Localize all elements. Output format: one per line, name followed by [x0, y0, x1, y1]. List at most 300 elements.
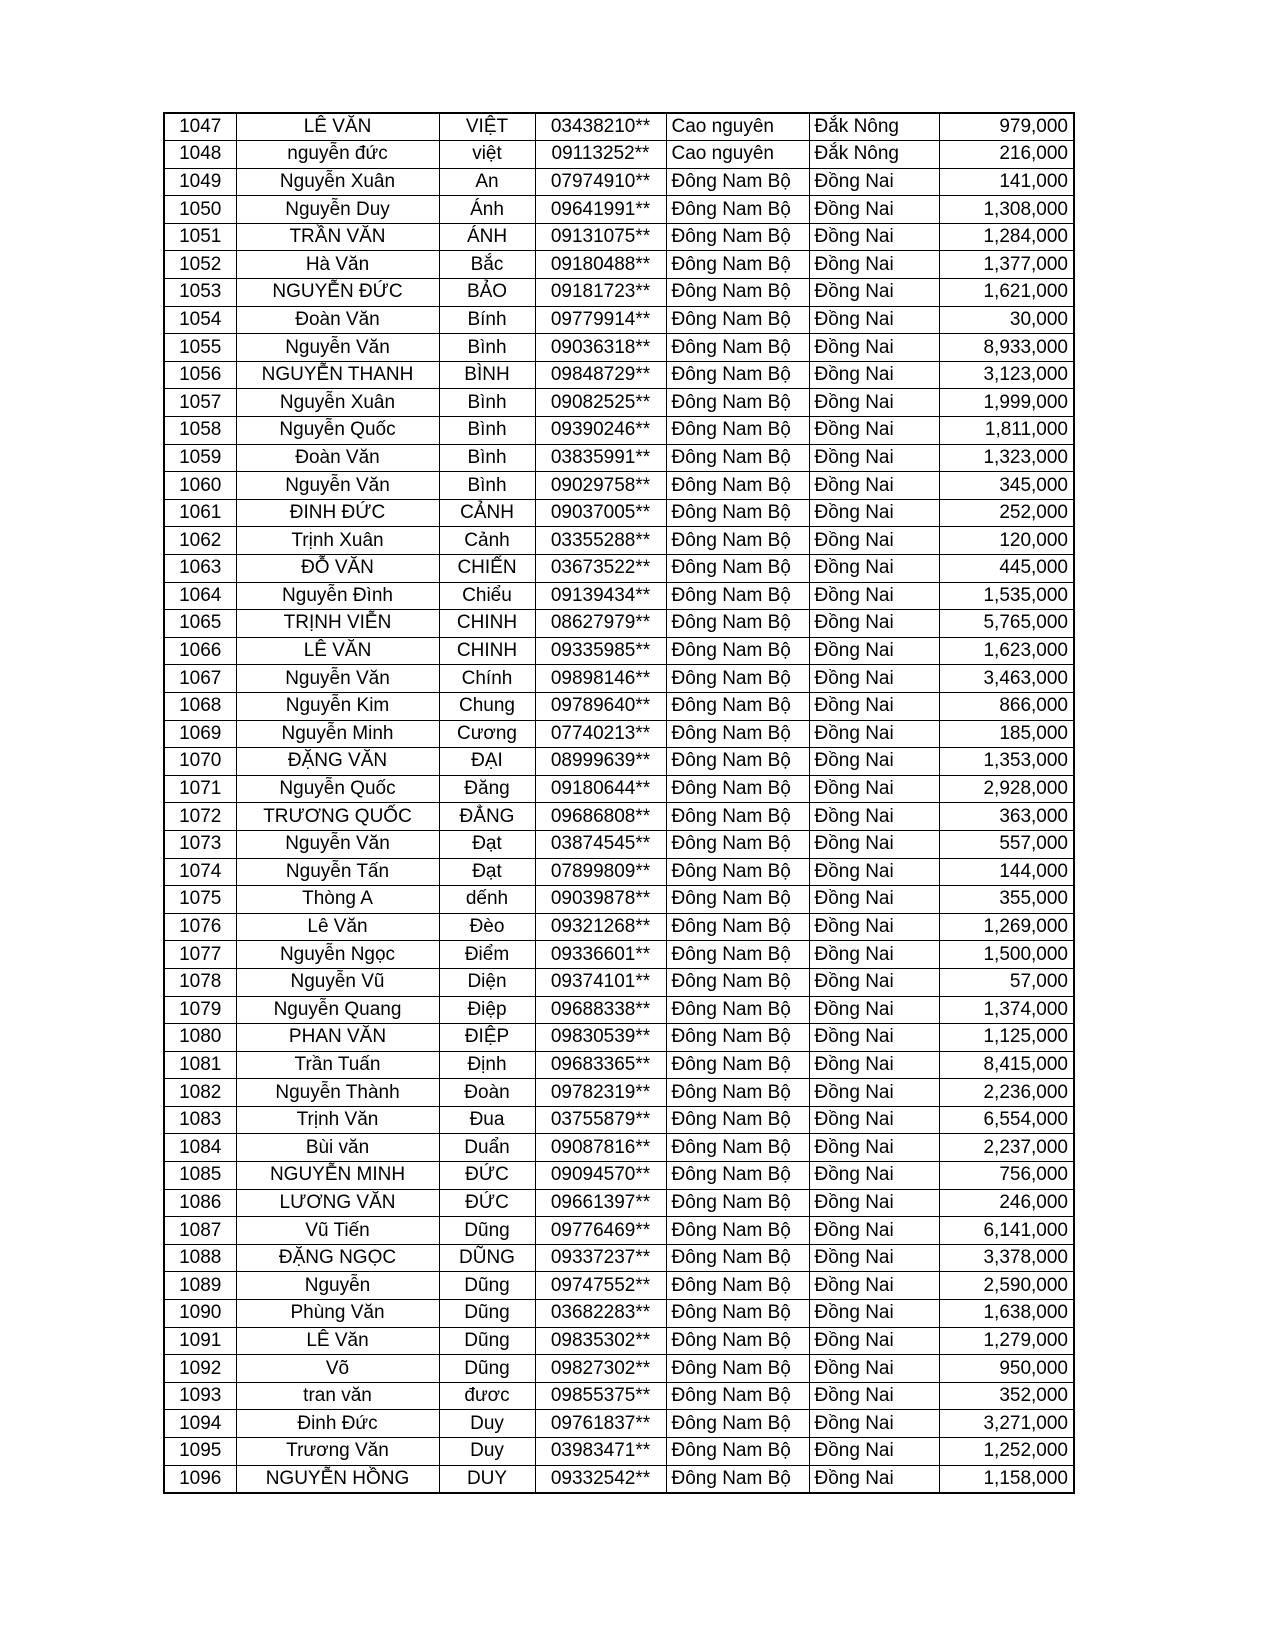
surname-cell: NGUYỄN HỒNG [236, 1465, 439, 1493]
row-number-cell: 1081 [164, 1051, 236, 1079]
region-cell: Đông Nam Bộ [666, 637, 809, 665]
region-cell: Đông Nam Bộ [666, 1244, 809, 1272]
surname-cell: Nguyễn Văn [236, 472, 439, 500]
province-cell: Đồng Nai [809, 223, 939, 251]
given-name-cell: CHIẾN [439, 555, 535, 583]
province-cell: Đồng Nai [809, 1217, 939, 1245]
province-cell: Đồng Nai [809, 1189, 939, 1217]
region-cell: Đông Nam Bộ [666, 444, 809, 472]
region-cell: Đông Nam Bộ [666, 361, 809, 389]
region-cell: Đông Nam Bộ [666, 1410, 809, 1438]
given-name-cell: Đạt [439, 858, 535, 886]
row-number-cell: 1057 [164, 389, 236, 417]
amount-cell: 1,308,000 [939, 196, 1074, 224]
amount-cell: 445,000 [939, 555, 1074, 583]
surname-cell: Trương Văn [236, 1438, 439, 1466]
province-cell: Đắk Nông [809, 113, 939, 141]
surname-cell: PHAN VĂN [236, 1024, 439, 1052]
phone-cell: 09332542** [535, 1465, 666, 1493]
phone-cell: 09761837** [535, 1410, 666, 1438]
province-cell: Đồng Nai [809, 913, 939, 941]
province-cell: Đồng Nai [809, 251, 939, 279]
amount-cell: 144,000 [939, 858, 1074, 886]
province-cell: Đồng Nai [809, 1051, 939, 1079]
amount-cell: 2,928,000 [939, 775, 1074, 803]
row-number-cell: 1047 [164, 113, 236, 141]
surname-cell: LÊ Văn [236, 1327, 439, 1355]
province-cell: Đồng Nai [809, 610, 939, 638]
table-row [164, 637, 1074, 665]
row-number-cell: 1052 [164, 251, 236, 279]
region-cell: Cao nguyên [666, 141, 809, 169]
amount-cell: 246,000 [939, 1189, 1074, 1217]
surname-cell: Đinh Đức [236, 1410, 439, 1438]
province-cell: Đồng Nai [809, 1162, 939, 1190]
row-number-cell: 1053 [164, 279, 236, 307]
surname-cell: LƯƠNG VĂN [236, 1189, 439, 1217]
province-cell: Đồng Nai [809, 168, 939, 196]
given-name-cell: đươc [439, 1382, 535, 1410]
phone-cell: 09337237** [535, 1244, 666, 1272]
row-number-cell: 1079 [164, 996, 236, 1024]
table-row [164, 417, 1074, 445]
phone-cell: 07740213** [535, 720, 666, 748]
amount-cell: 6,141,000 [939, 1217, 1074, 1245]
row-number-cell: 1048 [164, 141, 236, 169]
region-cell: Đông Nam Bộ [666, 472, 809, 500]
region-cell: Đông Nam Bộ [666, 1106, 809, 1134]
amount-cell: 1,638,000 [939, 1300, 1074, 1328]
given-name-cell: Định [439, 1051, 535, 1079]
province-cell: Đồng Nai [809, 1106, 939, 1134]
table-row [164, 748, 1074, 776]
table-row [164, 803, 1074, 831]
row-number-cell: 1072 [164, 803, 236, 831]
amount-cell: 950,000 [939, 1355, 1074, 1383]
phone-cell: 09747552** [535, 1272, 666, 1300]
amount-cell: 252,000 [939, 499, 1074, 527]
given-name-cell: ĐẠI [439, 748, 535, 776]
province-cell: Đồng Nai [809, 637, 939, 665]
row-number-cell: 1082 [164, 1079, 236, 1107]
table-row [164, 1465, 1074, 1493]
row-number-cell: 1087 [164, 1217, 236, 1245]
row-number-cell: 1096 [164, 1465, 236, 1493]
row-number-cell: 1073 [164, 830, 236, 858]
phone-cell: 09335985** [535, 637, 666, 665]
province-cell: Đồng Nai [809, 968, 939, 996]
region-cell: Đông Nam Bộ [666, 196, 809, 224]
province-cell: Đồng Nai [809, 1410, 939, 1438]
surname-cell: Nguyễn Minh [236, 720, 439, 748]
row-number-cell: 1091 [164, 1327, 236, 1355]
region-cell: Đông Nam Bộ [666, 555, 809, 583]
row-number-cell: 1083 [164, 1106, 236, 1134]
province-cell: Đồng Nai [809, 361, 939, 389]
province-cell: Đồng Nai [809, 1355, 939, 1383]
surname-cell: Trịnh Xuân [236, 527, 439, 555]
province-cell: Đồng Nai [809, 665, 939, 693]
table-row [164, 306, 1074, 334]
given-name-cell: ĐỨC [439, 1162, 535, 1190]
table-row [164, 692, 1074, 720]
surname-cell: Nguyễn Xuân [236, 168, 439, 196]
amount-cell: 1,811,000 [939, 417, 1074, 445]
region-cell: Đông Nam Bộ [666, 692, 809, 720]
province-cell: Đắk Nông [809, 141, 939, 169]
amount-cell: 8,933,000 [939, 334, 1074, 362]
region-cell: Đông Nam Bộ [666, 334, 809, 362]
amount-cell: 3,271,000 [939, 1410, 1074, 1438]
row-number-cell: 1076 [164, 913, 236, 941]
table-row [164, 1162, 1074, 1190]
region-cell: Đông Nam Bộ [666, 720, 809, 748]
amount-cell: 30,000 [939, 306, 1074, 334]
amount-cell: 866,000 [939, 692, 1074, 720]
table-row [164, 775, 1074, 803]
region-cell: Đông Nam Bộ [666, 941, 809, 969]
row-number-cell: 1055 [164, 334, 236, 362]
phone-cell: 09686808** [535, 803, 666, 831]
phone-cell: 09789640** [535, 692, 666, 720]
surname-cell: NGUYỄN ĐỨC [236, 279, 439, 307]
phone-cell: 09374101** [535, 968, 666, 996]
phone-cell: 09180488** [535, 251, 666, 279]
phone-cell: 09094570** [535, 1162, 666, 1190]
row-number-cell: 1050 [164, 196, 236, 224]
phone-cell: 09830539** [535, 1024, 666, 1052]
region-cell: Đông Nam Bộ [666, 1355, 809, 1383]
amount-cell: 8,415,000 [939, 1051, 1074, 1079]
surname-cell: TRƯƠNG QUỐC [236, 803, 439, 831]
phone-cell: 07974910** [535, 168, 666, 196]
row-number-cell: 1088 [164, 1244, 236, 1272]
table-body [164, 113, 1074, 1493]
surname-cell: Nguyễn Duy [236, 196, 439, 224]
given-name-cell: việt [439, 141, 535, 169]
given-name-cell: Đua [439, 1106, 535, 1134]
amount-cell: 2,237,000 [939, 1134, 1074, 1162]
province-cell: Đồng Nai [809, 1438, 939, 1466]
phone-cell: 03874545** [535, 830, 666, 858]
region-cell: Đông Nam Bộ [666, 1217, 809, 1245]
province-cell: Đồng Nai [809, 886, 939, 914]
table-row [164, 886, 1074, 914]
amount-cell: 363,000 [939, 803, 1074, 831]
region-cell: Đông Nam Bộ [666, 1051, 809, 1079]
province-cell: Đồng Nai [809, 444, 939, 472]
phone-cell: 09087816** [535, 1134, 666, 1162]
table-row [164, 582, 1074, 610]
row-number-cell: 1062 [164, 527, 236, 555]
row-number-cell: 1068 [164, 692, 236, 720]
province-cell: Đồng Nai [809, 996, 939, 1024]
given-name-cell: Đăng [439, 775, 535, 803]
table-row [164, 1272, 1074, 1300]
province-cell: Đồng Nai [809, 196, 939, 224]
phone-cell: 09776469** [535, 1217, 666, 1245]
row-number-cell: 1058 [164, 417, 236, 445]
amount-cell: 1,323,000 [939, 444, 1074, 472]
province-cell: Đồng Nai [809, 1382, 939, 1410]
region-cell: Đông Nam Bộ [666, 306, 809, 334]
province-cell: Đồng Nai [809, 279, 939, 307]
region-cell: Đông Nam Bộ [666, 803, 809, 831]
amount-cell: 185,000 [939, 720, 1074, 748]
region-cell: Đông Nam Bộ [666, 582, 809, 610]
region-cell: Đông Nam Bộ [666, 858, 809, 886]
surname-cell: Nguyễn Kim [236, 692, 439, 720]
surname-cell: Nguyễn Quốc [236, 417, 439, 445]
table-row [164, 389, 1074, 417]
phone-cell: 03835991** [535, 444, 666, 472]
row-number-cell: 1094 [164, 1410, 236, 1438]
phone-cell: 09641991** [535, 196, 666, 224]
amount-cell: 979,000 [939, 113, 1074, 141]
province-cell: Đồng Nai [809, 417, 939, 445]
surname-cell: Đoàn Văn [236, 306, 439, 334]
row-number-cell: 1049 [164, 168, 236, 196]
phone-cell: 03673522** [535, 555, 666, 583]
amount-cell: 1,353,000 [939, 748, 1074, 776]
region-cell: Đông Nam Bộ [666, 1327, 809, 1355]
province-cell: Đồng Nai [809, 1079, 939, 1107]
table-row [164, 830, 1074, 858]
amount-cell: 352,000 [939, 1382, 1074, 1410]
row-number-cell: 1080 [164, 1024, 236, 1052]
given-name-cell: Dũng [439, 1217, 535, 1245]
surname-cell: Thòng A [236, 886, 439, 914]
surname-cell: Nguyễn Ngọc [236, 941, 439, 969]
region-cell: Đông Nam Bộ [666, 886, 809, 914]
province-cell: Đồng Nai [809, 1327, 939, 1355]
surname-cell: Nguyễn Quang [236, 996, 439, 1024]
phone-cell: 09779914** [535, 306, 666, 334]
province-cell: Đồng Nai [809, 555, 939, 583]
region-cell: Đông Nam Bộ [666, 168, 809, 196]
phone-cell: 09029758** [535, 472, 666, 500]
row-number-cell: 1078 [164, 968, 236, 996]
table-row [164, 1024, 1074, 1052]
province-cell: Đồng Nai [809, 1300, 939, 1328]
amount-cell: 1,999,000 [939, 389, 1074, 417]
row-number-cell: 1069 [164, 720, 236, 748]
amount-cell: 2,590,000 [939, 1272, 1074, 1300]
given-name-cell: Bình [439, 472, 535, 500]
region-cell: Đông Nam Bộ [666, 913, 809, 941]
row-number-cell: 1067 [164, 665, 236, 693]
amount-cell: 557,000 [939, 830, 1074, 858]
surname-cell: ĐẶNG VĂN [236, 748, 439, 776]
table-row [164, 1244, 1074, 1272]
row-number-cell: 1077 [164, 941, 236, 969]
amount-cell: 1,374,000 [939, 996, 1074, 1024]
surname-cell: ĐẶNG NGỌC [236, 1244, 439, 1272]
province-cell: Đồng Nai [809, 1272, 939, 1300]
region-cell: Đông Nam Bộ [666, 665, 809, 693]
given-name-cell: An [439, 168, 535, 196]
surname-cell: NGUYỄN MINH [236, 1162, 439, 1190]
table-row [164, 720, 1074, 748]
region-cell: Đông Nam Bộ [666, 1024, 809, 1052]
phone-cell: 03682283** [535, 1300, 666, 1328]
table-row [164, 1355, 1074, 1383]
surname-cell: Trần Tuấn [236, 1051, 439, 1079]
phone-cell: 09037005** [535, 499, 666, 527]
phone-cell: 09827302** [535, 1355, 666, 1383]
surname-cell: ĐINH ĐỨC [236, 499, 439, 527]
given-name-cell: Chiểu [439, 582, 535, 610]
table-row [164, 1134, 1074, 1162]
table-row [164, 279, 1074, 307]
phone-cell: 03755879** [535, 1106, 666, 1134]
row-number-cell: 1086 [164, 1189, 236, 1217]
given-name-cell: Diện [439, 968, 535, 996]
table-row [164, 334, 1074, 362]
given-name-cell: Dũng [439, 1355, 535, 1383]
row-number-cell: 1061 [164, 499, 236, 527]
region-cell: Đông Nam Bộ [666, 389, 809, 417]
province-cell: Đồng Nai [809, 830, 939, 858]
region-cell: Đông Nam Bộ [666, 1272, 809, 1300]
given-name-cell: Dũng [439, 1300, 535, 1328]
surname-cell: Võ [236, 1355, 439, 1383]
region-cell: Đông Nam Bộ [666, 1382, 809, 1410]
row-number-cell: 1064 [164, 582, 236, 610]
table-row [164, 251, 1074, 279]
given-name-cell: BẢO [439, 279, 535, 307]
surname-cell: tran văn [236, 1382, 439, 1410]
surname-cell: Nguyễn [236, 1272, 439, 1300]
given-name-cell: Ánh [439, 196, 535, 224]
region-cell: Cao nguyên [666, 113, 809, 141]
amount-cell: 345,000 [939, 472, 1074, 500]
row-number-cell: 1063 [164, 555, 236, 583]
table-row [164, 1079, 1074, 1107]
phone-cell: 08999639** [535, 748, 666, 776]
given-name-cell: CHINH [439, 610, 535, 638]
row-number-cell: 1071 [164, 775, 236, 803]
amount-cell: 1,269,000 [939, 913, 1074, 941]
given-name-cell: Cảnh [439, 527, 535, 555]
surname-cell: Nguyễn Văn [236, 830, 439, 858]
surname-cell: Trịnh Văn [236, 1106, 439, 1134]
amount-cell: 1,158,000 [939, 1465, 1074, 1493]
table-row [164, 996, 1074, 1024]
amount-cell: 3,463,000 [939, 665, 1074, 693]
surname-cell: Nguyễn Đình [236, 582, 439, 610]
surname-cell: TRỊNH VIỄN [236, 610, 439, 638]
amount-cell: 120,000 [939, 527, 1074, 555]
given-name-cell: Chung [439, 692, 535, 720]
row-number-cell: 1066 [164, 637, 236, 665]
amount-cell: 141,000 [939, 168, 1074, 196]
row-number-cell: 1075 [164, 886, 236, 914]
province-cell: Đồng Nai [809, 334, 939, 362]
surname-cell: Phùng Văn [236, 1300, 439, 1328]
table-row [164, 499, 1074, 527]
given-name-cell: DUY [439, 1465, 535, 1493]
table-row [164, 141, 1074, 169]
phone-cell: 09855375** [535, 1382, 666, 1410]
given-name-cell: Điệp [439, 996, 535, 1024]
surname-cell: Vũ Tiến [236, 1217, 439, 1245]
province-cell: Đồng Nai [809, 1024, 939, 1052]
phone-cell: 09390246** [535, 417, 666, 445]
phone-cell: 07899809** [535, 858, 666, 886]
amount-cell: 5,765,000 [939, 610, 1074, 638]
given-name-cell: Bình [439, 417, 535, 445]
given-name-cell: DŨNG [439, 1244, 535, 1272]
phone-cell: 09321268** [535, 913, 666, 941]
amount-cell: 1,252,000 [939, 1438, 1074, 1466]
row-number-cell: 1084 [164, 1134, 236, 1162]
amount-cell: 1,125,000 [939, 1024, 1074, 1052]
phone-cell: 09113252** [535, 141, 666, 169]
given-name-cell: Đoàn [439, 1079, 535, 1107]
surname-cell: Nguyễn Quốc [236, 775, 439, 803]
province-cell: Đồng Nai [809, 941, 939, 969]
province-cell: Đồng Nai [809, 499, 939, 527]
province-cell: Đồng Nai [809, 858, 939, 886]
region-cell: Đông Nam Bộ [666, 279, 809, 307]
province-cell: Đồng Nai [809, 527, 939, 555]
region-cell: Đông Nam Bộ [666, 527, 809, 555]
region-cell: Đông Nam Bộ [666, 996, 809, 1024]
amount-cell: 3,378,000 [939, 1244, 1074, 1272]
given-name-cell: Bình [439, 334, 535, 362]
given-name-cell: Bắc [439, 251, 535, 279]
table-row [164, 527, 1074, 555]
region-cell: Đông Nam Bộ [666, 1189, 809, 1217]
amount-cell: 2,236,000 [939, 1079, 1074, 1107]
phone-cell: 09336601** [535, 941, 666, 969]
table-row [164, 1300, 1074, 1328]
province-cell: Đồng Nai [809, 692, 939, 720]
phone-cell: 09139434** [535, 582, 666, 610]
given-name-cell: dếnh [439, 886, 535, 914]
province-cell: Đồng Nai [809, 803, 939, 831]
row-number-cell: 1093 [164, 1382, 236, 1410]
phone-cell: 09181723** [535, 279, 666, 307]
surname-cell: LÊ VĂN [236, 637, 439, 665]
table-row [164, 1217, 1074, 1245]
given-name-cell: Dũng [439, 1327, 535, 1355]
region-cell: Đông Nam Bộ [666, 748, 809, 776]
table-row [164, 168, 1074, 196]
phone-cell: 09782319** [535, 1079, 666, 1107]
surname-cell: NGUYỄN THANH [236, 361, 439, 389]
phone-cell: 03983471** [535, 1438, 666, 1466]
row-number-cell: 1090 [164, 1300, 236, 1328]
surname-cell: Nguyễn Văn [236, 665, 439, 693]
row-number-cell: 1092 [164, 1355, 236, 1383]
phone-cell: 09661397** [535, 1189, 666, 1217]
table-row [164, 472, 1074, 500]
row-number-cell: 1054 [164, 306, 236, 334]
surname-cell: Nguyễn Thành [236, 1079, 439, 1107]
region-cell: Đông Nam Bộ [666, 417, 809, 445]
row-number-cell: 1095 [164, 1438, 236, 1466]
region-cell: Đông Nam Bộ [666, 968, 809, 996]
phone-cell: 08627979** [535, 610, 666, 638]
given-name-cell: ĐẲNG [439, 803, 535, 831]
amount-cell: 1,284,000 [939, 223, 1074, 251]
table-row [164, 1410, 1074, 1438]
given-name-cell: Đạt [439, 830, 535, 858]
region-cell: Đông Nam Bộ [666, 223, 809, 251]
amount-cell: 1,279,000 [939, 1327, 1074, 1355]
